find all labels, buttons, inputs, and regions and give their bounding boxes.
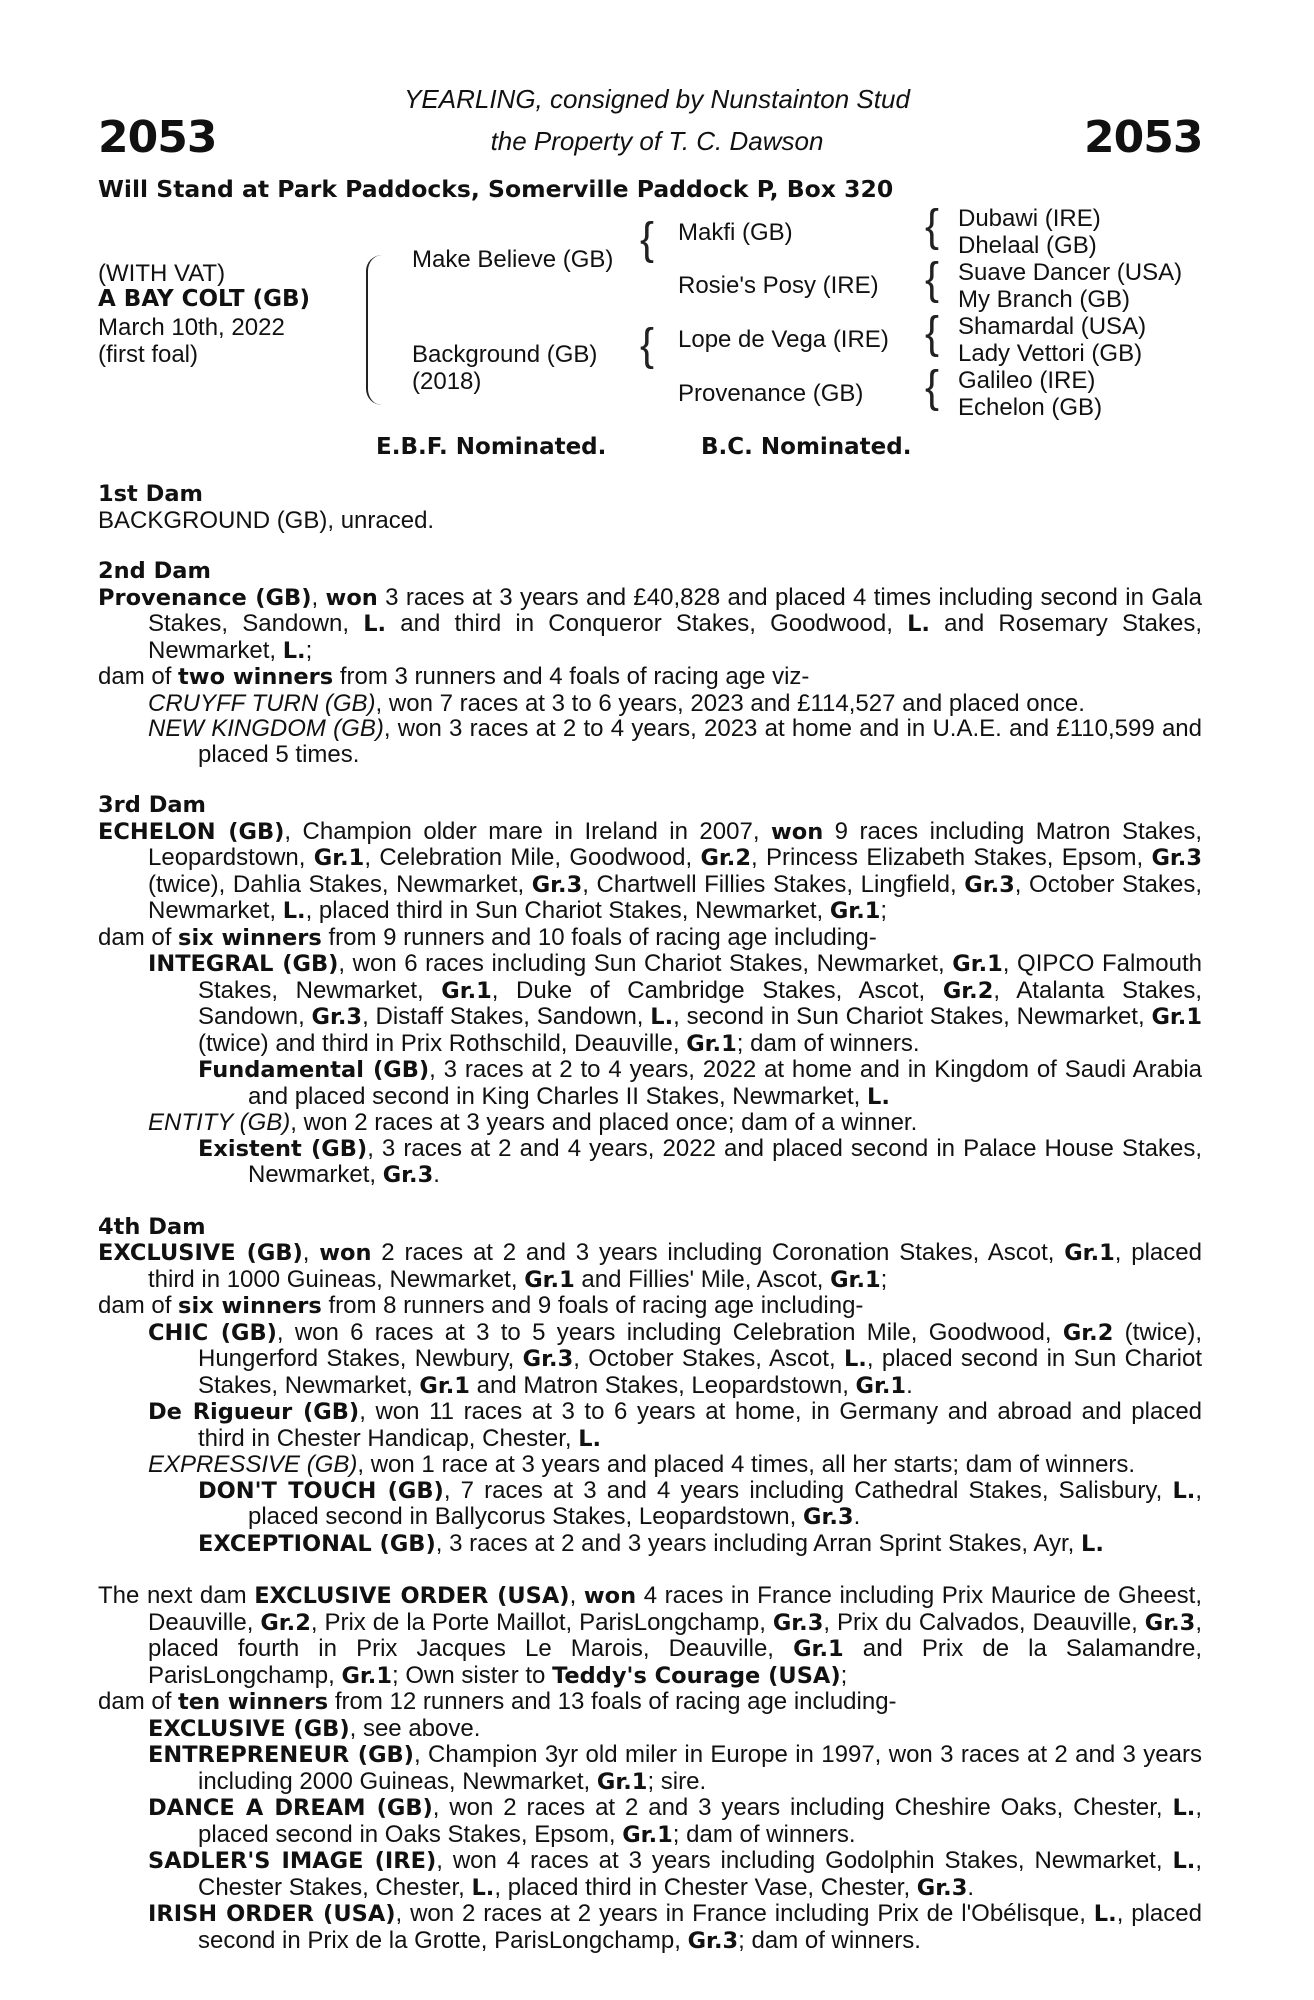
grandsire-4: My Branch (GB): [958, 286, 1131, 313]
bold-run: Gr.1: [1151, 1004, 1202, 1030]
text-run: dam of: [98, 1292, 179, 1319]
progeny-entry: [98, 1110, 1202, 1136]
bold-run: L.: [1080, 1530, 1104, 1557]
sire: Make Believe (GB): [412, 246, 614, 273]
bold-run: six winners: [178, 924, 322, 951]
text-run: , Duke of Cambridge Stakes, Ascot,: [491, 976, 943, 1004]
text-run: .: [967, 1873, 975, 1901]
pedigree-bracket: [366, 255, 382, 405]
text-run: , placed second in Prix de la Grotte, ParisLongchamp,: [198, 1900, 1202, 1954]
bold-run: Teddy's Courage (USA): [552, 1662, 841, 1689]
text-run: , 3 races at 2 and 3 years including Arran Sprint Stakes, Ayr,: [435, 1529, 1081, 1557]
progeny-entry: [98, 1716, 1202, 1743]
fourth-dam-heading: 4th Dam: [98, 1213, 206, 1240]
bold-run: Gr.1: [313, 845, 365, 871]
text-run: and Prix de la Salamandre, ParisLongchamp,: [148, 1635, 1202, 1689]
bold-run: Gr.3: [964, 871, 1015, 898]
bold-run: two winners: [178, 664, 334, 690]
third-dam-produce: [98, 925, 1202, 952]
bold-run: ECHELON (GB): [98, 818, 285, 845]
progeny-entry: [98, 1795, 1202, 1848]
ebf-nomination: E.B.F. Nominated.: [376, 434, 607, 460]
bracket-dam: {: [640, 319, 655, 370]
grandsire-3: Suave Dancer (USA): [958, 259, 1183, 286]
text-run: from 12 runners and 13 foals of racing age including-: [328, 1688, 897, 1715]
fourth-dam-record: [98, 1240, 1202, 1293]
text-run: , October Stakes, Newmarket,: [148, 870, 1203, 924]
progeny-entry: [98, 1742, 1202, 1795]
grandsire-7: Galileo (IRE): [958, 367, 1096, 394]
bold-run: EXCLUSIVE (GB): [148, 1715, 350, 1742]
stand-location: Will Stand at Park Paddocks, Somerville Paddock P, Box 320: [98, 175, 894, 203]
bold-run: L.: [578, 1425, 602, 1452]
bold-run: DON'T TOUCH (GB): [198, 1477, 444, 1504]
sire-sire: Makfi (GB): [678, 219, 793, 246]
progeny-entry: [98, 1478, 1202, 1531]
bold-run: Gr.3: [1151, 845, 1203, 871]
text-run: , Chartwell Fillies Stakes, Lingfield,: [582, 870, 965, 898]
text-run: 4 races in France including Prix Maurice de Gheest, Deauville,: [148, 1582, 1202, 1636]
bold-run: Gr.1: [855, 1372, 907, 1399]
text-run: , won 7 races at 3 to 6 years, 2023 and £114,527 and placed once.: [375, 689, 1085, 717]
text-run: , Prix du Calvados, Deauville,: [823, 1608, 1145, 1636]
bold-run: EXCEPTIONAL (GB): [198, 1530, 436, 1557]
bold-run: Gr.1: [622, 1821, 673, 1848]
text-run: , placed third in Chester Vase, Chester,: [494, 1873, 917, 1901]
bold-run: Gr.2: [260, 1609, 311, 1636]
bold-run: Gr.3: [531, 871, 583, 898]
text-run: , won 3 races at 2 to 4 years, 2023 at home and in U.A.E. and £110,599 and placed 5 times.: [198, 715, 1202, 768]
bold-run: EXCLUSIVE ORDER (USA): [254, 1583, 570, 1609]
bold-run: L.: [282, 637, 306, 664]
text-run: , placed fourth in Prix Jacques Le Marois, Deauville,: [148, 1608, 1202, 1662]
bold-run: Gr.2: [942, 977, 994, 1004]
fourth-dam-produce: [98, 1293, 1202, 1320]
text-run: ; sire.: [647, 1767, 707, 1795]
bold-run: ENTREPRENEUR (GB): [148, 1742, 414, 1768]
bold-run: Existent (GB): [198, 1135, 368, 1162]
fourth-dam-section: [98, 1215, 1202, 1558]
progeny-entry: [98, 1320, 1202, 1400]
bold-run: INTEGRAL (GB): [148, 951, 339, 977]
next-dam-record: [98, 1583, 1202, 1689]
grandsire-2: Dhelaal (GB): [958, 232, 1097, 259]
first-dam-name: BACKGROUND (GB): [98, 506, 328, 534]
bold-run: Gr.3: [916, 1874, 968, 1901]
bold-run: won: [583, 1583, 637, 1609]
bracket-sire: {: [640, 213, 655, 264]
text-run: ;: [305, 636, 313, 664]
bold-run: CHIC (GB): [148, 1319, 277, 1346]
text-run: , won 4 races at 3 years including Godolphin Stakes, Newmarket,: [436, 1847, 1173, 1874]
bold-run: L.: [843, 1346, 867, 1372]
text-run: dam of: [98, 1688, 179, 1715]
bold-run: Gr.3: [311, 1004, 363, 1030]
text-run: The next dam: [98, 1582, 255, 1609]
bold-run: Provenance (GB): [98, 584, 312, 611]
text-run: , second in Sun Chariot Stakes, Newmarket,: [673, 1003, 1152, 1030]
third-dam-record: [98, 819, 1202, 925]
produce-record: [98, 482, 1202, 1954]
bracket-g3b: {: [925, 253, 940, 304]
bold-run: Gr.1: [596, 1768, 648, 1795]
next-dam-progeny: [98, 1716, 1202, 1955]
text-run: ; Own sister to: [392, 1661, 553, 1689]
bold-run: Gr.1: [830, 1266, 881, 1293]
vat-note: (WITH VAT): [98, 260, 226, 287]
second-dam-heading: 2nd Dam: [98, 558, 211, 584]
text-run: , placed third in 1000 Guineas, Newmarket,: [148, 1239, 1202, 1293]
text-run: , see above.: [349, 1714, 481, 1742]
text-run: , won 2 races at 3 years and placed once; dam of a winner.: [290, 1109, 918, 1136]
text-run: , placed third in Sun Chariot Stakes, Newmarket,: [305, 897, 830, 924]
bracket-g3a: {: [925, 200, 940, 251]
progeny-entry: [98, 1848, 1202, 1901]
text-run: , 7 races at 3 and 4 years including Cathedral Stakes, Salisbury,: [443, 1476, 1173, 1504]
bold-run: L.: [282, 898, 306, 924]
text-run: , Celebration Mile, Goodwood,: [364, 844, 701, 871]
dam-sire: Lope de Vega (IRE): [678, 326, 889, 353]
grandsire-1: Dubawi (IRE): [958, 205, 1101, 232]
horse-name: A BAY COLT (GB): [98, 286, 311, 312]
text-run: , won 1 race at 3 years and placed 4 times, all her starts; dam of winners.: [357, 1451, 1136, 1478]
text-run: , 3 races at 2 to 4 years, 2022 at home and in Kingdom of Saudi Arabia and placed second in King Charles II Stakes, Newmarket,: [248, 1056, 1202, 1110]
second-dam-progeny: [98, 691, 1202, 768]
bold-run: won: [770, 818, 824, 845]
consignor-line: YEARLING, consigned by Nunstainton Stud: [404, 84, 910, 114]
text-run: ,: [569, 1582, 584, 1609]
text-run: dam of: [98, 923, 179, 951]
bold-run: SADLER'S IMAGE (IRE): [148, 1848, 437, 1874]
grandsire-6: Lady Vettori (GB): [958, 340, 1143, 367]
text-run: , placed second in Sun Chariot Stakes, Newmarket,: [198, 1345, 1202, 1399]
first-dam-section: [98, 482, 1202, 533]
bold-run: Gr.2: [700, 845, 752, 871]
bold-run: Gr.3: [687, 1927, 739, 1954]
progeny-entry: [98, 1399, 1202, 1452]
bold-run: Gr.1: [341, 1662, 393, 1689]
next-dam-produce: [98, 1689, 1202, 1716]
bold-run: Gr.1: [419, 1372, 470, 1399]
text-run: 3 races at 3 years and £40,828 and placed 4 times including second in Gala Stakes, Sandown,: [148, 583, 1202, 637]
text-run: from 8 runners and 9 foals of racing age including-: [321, 1292, 864, 1319]
text-run: ;: [880, 1265, 888, 1293]
bold-run: L.: [650, 1004, 674, 1030]
text-run: from 3 runners and 4 foals of racing age viz-: [333, 663, 810, 690]
bold-run: Gr.1: [829, 898, 881, 924]
italic-run: NEW KINGDOM (GB): [148, 715, 384, 742]
progeny-entry: [98, 691, 1202, 717]
bold-run: L.: [1172, 1795, 1196, 1821]
text-run: , 3 races at 2 and 4 years, 2022 and placed second in Palace House Stakes, Newmarket,: [248, 1134, 1203, 1188]
property-line: the Property of T. C. Dawson: [490, 126, 824, 156]
bold-run: won: [325, 584, 378, 611]
grandsire-8: Echelon (GB): [958, 394, 1103, 421]
italic-run: ENTITY (GB): [148, 1109, 291, 1136]
text-run: ,: [302, 1239, 320, 1266]
bold-run: De Rigueur (GB): [148, 1399, 360, 1425]
first-dam-line: [98, 508, 1202, 534]
bold-run: Gr.3: [772, 1609, 824, 1636]
bold-run: Gr.1: [1064, 1240, 1115, 1266]
text-run: ;: [880, 897, 888, 924]
bold-run: L.: [1093, 1901, 1117, 1927]
text-run: , won 2 races at 2 and 3 years including Cheshire Oaks, Chester,: [432, 1794, 1173, 1821]
third-dam-heading: 3rd Dam: [98, 792, 206, 818]
text-run: , Princess Elizabeth Stakes, Epsom,: [751, 844, 1152, 871]
progeny-entry: [98, 1901, 1202, 1954]
bc-nomination: B.C. Nominated.: [701, 434, 912, 460]
text-run: .: [906, 1371, 913, 1399]
progeny-entry: [98, 1136, 1202, 1189]
text-run: ;: [840, 1661, 848, 1689]
text-run: , QIPCO Falmouth Stakes, Newmarket,: [198, 950, 1203, 1004]
text-run: , October Stakes, Ascot,: [573, 1345, 844, 1372]
text-run: .: [853, 1503, 861, 1530]
text-run: 2 races at 2 and 3 years including Coronation Stakes, Ascot,: [371, 1239, 1065, 1266]
progeny-entry: [98, 1531, 1202, 1558]
second-dam-record: [98, 585, 1202, 665]
text-run: , Chester Stakes, Chester,: [198, 1847, 1202, 1901]
progeny-entry: [98, 716, 1202, 767]
text-run: (twice), Hungerford Stakes, Newbury,: [198, 1318, 1203, 1372]
text-run: , Prix de la Porte Maillot, ParisLongchamp,: [310, 1608, 773, 1636]
bold-run: L.: [471, 1874, 495, 1901]
bold-run: six winners: [178, 1293, 322, 1319]
text-run: from 9 runners and 10 foals of racing age including-: [321, 923, 877, 951]
text-run: , Champion 3yr old miler in Europe in 1997, won 3 races at 2 and 3 years including 2000 Guineas, Newmarket,: [198, 1741, 1202, 1795]
foal-note: (first foal): [98, 341, 199, 368]
bold-run: IRISH ORDER (USA): [148, 1901, 396, 1927]
fourth-dam-progeny: [98, 1320, 1202, 1558]
dam: Background (GB): [412, 341, 598, 368]
bold-run: Gr.1: [524, 1266, 575, 1293]
text-run: dam of: [98, 663, 179, 690]
bold-run: Gr.3: [522, 1346, 574, 1372]
bold-run: Gr.1: [686, 1030, 737, 1057]
text-run: (twice) and third in Prix Rothschild, Deauville,: [198, 1029, 687, 1057]
second-dam-produce: [98, 664, 1202, 691]
text-run: (twice), Dahlia Stakes, Newmarket,: [148, 870, 532, 898]
bold-run: L.: [1172, 1477, 1196, 1504]
text-run: , Champion older mare in Ireland in 2007,: [284, 817, 771, 845]
text-run: , Distaff Stakes, Sandown,: [362, 1003, 651, 1030]
bold-run: L.: [866, 1083, 890, 1110]
bold-run: Gr.2: [1062, 1319, 1114, 1346]
bold-run: L.: [363, 611, 387, 637]
bracket-g3d: {: [925, 361, 940, 412]
second-dam-section: [98, 559, 1202, 767]
bold-run: L.: [1172, 1848, 1196, 1874]
dam-dam: Provenance (GB): [678, 380, 864, 407]
text-run: ; dam of winners.: [738, 1926, 921, 1954]
text-run: , placed second in Ballycorus Stakes, Leopardstown,: [248, 1476, 1203, 1530]
italic-run: EXPRESSIVE (GB): [148, 1451, 358, 1478]
first-dam-heading: 1st Dam: [98, 481, 203, 507]
grandsire-5: Shamardal (USA): [958, 313, 1147, 340]
bold-run: won: [319, 1240, 372, 1266]
text-run: and Rosemary Stakes, Newmarket,: [148, 610, 1203, 664]
bold-run: Gr.1: [952, 951, 1003, 977]
bracket-g3c: {: [925, 307, 940, 358]
bold-run: Gr.3: [803, 1504, 854, 1530]
third-dam-section: [98, 793, 1202, 1189]
italic-run: CRUYFF TURN (GB): [148, 689, 376, 717]
bold-run: ten winners: [178, 1689, 329, 1715]
bold-run: Gr.3: [1144, 1609, 1196, 1636]
dam-year: (2018): [412, 368, 482, 395]
bold-run: EXCLUSIVE (GB): [98, 1240, 303, 1266]
text-run: , won 6 races including Sun Chariot Stakes, Newmarket,: [338, 950, 953, 977]
text-run: , won 6 races at 3 to 5 years including Celebration Mile, Goodwood,: [276, 1318, 1063, 1346]
progeny-entry: [98, 951, 1202, 1057]
text-run: , won 2 races at 2 years in France including Prix de l'Obélisque,: [395, 1900, 1094, 1927]
text-run: and Fillies' Mile, Ascot,: [574, 1265, 831, 1293]
bold-run: L.: [907, 611, 930, 637]
text-run: , won 11 races at 3 to 6 years at home, in Germany and abroad and placed third in Chester Handicap, Chester,: [198, 1398, 1203, 1452]
progeny-entry: [98, 1057, 1202, 1110]
bold-run: Gr.1: [793, 1636, 844, 1662]
text-run: ; dam of winners.: [736, 1029, 920, 1057]
first-dam-text: , unraced.: [327, 506, 435, 534]
text-run: and third in Conqueror Stakes, Goodwood,: [386, 610, 908, 637]
next-dam-section: [98, 1583, 1202, 1954]
lot-number-right: 2053: [1084, 112, 1203, 163]
text-run: 9 races including Matron Stakes, Leopardstown,: [148, 817, 1203, 871]
text-run: ,: [311, 583, 326, 611]
text-run: ; dam of winners.: [672, 1820, 856, 1848]
bold-run: Gr.3: [382, 1162, 434, 1188]
bold-run: Fundamental (GB): [198, 1057, 430, 1083]
lot-number-left: 2053: [98, 112, 217, 163]
text-run: .: [433, 1161, 440, 1188]
sire-dam: Rosie's Posy (IRE): [678, 272, 879, 299]
text-run: and Matron Stakes, Leopardstown,: [469, 1371, 856, 1399]
progeny-entry: [98, 1452, 1202, 1478]
text-run: , Atalanta Stakes, Sandown,: [198, 976, 1202, 1030]
bold-run: DANCE A DREAM (GB): [148, 1795, 433, 1821]
third-dam-progeny: [98, 951, 1202, 1189]
bold-run: Gr.1: [441, 977, 492, 1004]
foaling-date: March 10th, 2022: [98, 314, 285, 341]
text-run: , placed second in Oaks Stakes, Epsom,: [198, 1794, 1202, 1848]
